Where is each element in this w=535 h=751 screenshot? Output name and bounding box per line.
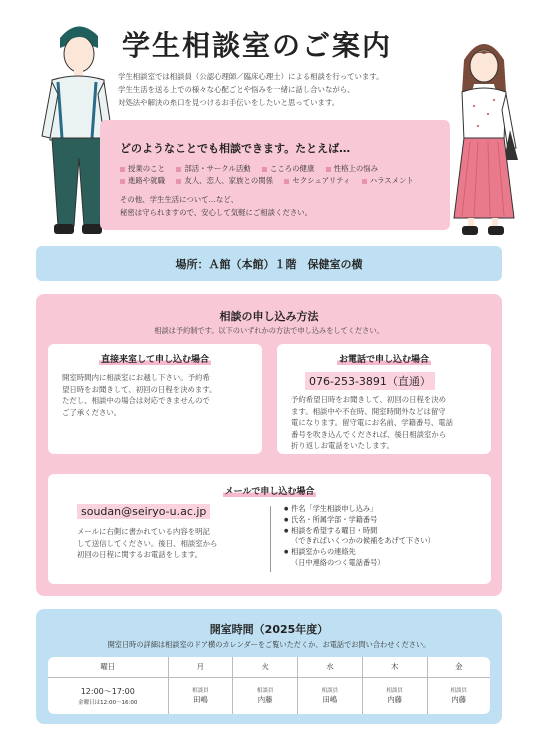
intro-text: 学生相談室では相談員（公認心理師／臨床心理士）による相談を行っています。 学生生活を送る上での様々な心配ごとや悩みを一緒に話し合いながら、 対処法や解決の糸口を見つけるお手伝いをしたいと思っています。 <box>118 72 384 107</box>
table-row <box>48 677 490 714</box>
day-header: 木 <box>362 657 427 677</box>
counselor-cell: 相談員 内藤 <box>427 677 490 714</box>
day-header: 月 <box>168 657 233 677</box>
mail-card <box>48 474 491 584</box>
day-header: 金 <box>427 657 490 677</box>
application-heading: 相談の申し込み方法 <box>219 310 319 323</box>
phone-body: 予約希望日時をお聞きして、初回の日程を決め ます。相談中や不在時、開室時間外などは留守 電になります。留守電にお名前、学籍番号、電話 番号を吹き込んでくだされば、後日相談室から 折り返しお電話をいたします。 <box>291 395 454 450</box>
counselor-cell: 相談員 田嶋 <box>298 677 363 714</box>
day-header: 火 <box>233 657 298 677</box>
list-item: ● 氏名・所属学部・学籍番号 <box>284 515 435 526</box>
topic-tags <box>120 163 440 187</box>
topics-heading: どのようなことでも相談できます。たとえば… <box>120 142 351 155</box>
mail-body: メールに右側に書かれている内容を明記 して送信してください。後日、相談室から 初回の日程に関するお電話をします。 <box>77 527 218 559</box>
day-header: 水 <box>298 657 363 677</box>
topic-tag: 進路や就職 <box>120 175 165 187</box>
list-item: ● 件名「学生相談申し込み」 <box>284 504 435 515</box>
female-student-illustration <box>448 30 520 240</box>
mail-divider <box>270 506 271 572</box>
topic-tag: 友人、恋人、家族との関係 <box>176 175 273 187</box>
topic-tag: ハラスメント <box>362 175 414 187</box>
visit-heading: 直接来室して申し込む場合 <box>100 355 209 365</box>
counselor-cell: 相談員 内藤 <box>362 677 427 714</box>
phone-heading: お電話で申し込む場合 <box>338 355 429 365</box>
email-address[interactable]: soudan@seiryo-u.ac.jp <box>77 504 210 519</box>
visit-body: 開室時間内に相談室にお越し下さい。予約希 望日時をお聞きして、初回の日程を決めます。 ただし、相談中の場合は対応できませんので ご了承ください。 <box>62 373 217 417</box>
topic-tag: 部活・サークル活動 <box>176 163 250 175</box>
topic-tag: セクシュアリティ <box>284 175 350 187</box>
application-section <box>36 294 502 596</box>
application-subtitle: 相談は予約制です。以下のいずれかの方法で申し込みをしてください。 <box>154 326 384 335</box>
topic-tag: こころの健康 <box>262 163 314 175</box>
hours-subtitle: 開室日時の詳細は相談室のドア横のカレンダーをご覧いただくか、お電話でお問い合わせください。 <box>107 640 431 649</box>
counselor-cell: 相談員 田嶋 <box>168 677 233 714</box>
location-banner: 場所：Ａ館（本館）１階 保健室の横 <box>36 246 502 281</box>
opening-hours-section <box>36 609 502 724</box>
schedule-table <box>48 657 490 714</box>
weekday-header: 曜日 <box>48 657 168 677</box>
table-header-row <box>48 657 490 677</box>
counselor-cell: 相談員 内藤 <box>233 677 298 714</box>
mail-required-items <box>284 504 435 569</box>
topics-note: その他、学生生活について…など、 秘密は守られますので、安心して気軽にご相談ください。 <box>120 195 313 217</box>
mail-heading: メールで申し込む場合 <box>224 487 315 497</box>
page-title: 学生相談室のご案内 <box>122 29 393 62</box>
time-cell: 12:00〜17:00 金曜日は12:00〜16:00 <box>78 686 138 706</box>
phone-card <box>277 344 491 454</box>
topic-tag: 性格上の悩み <box>326 163 378 175</box>
topic-tag: 授業のこと <box>120 163 165 175</box>
list-item: ● 相談室からの連絡先 （日中連絡のつく電話番号） <box>284 547 435 569</box>
hours-heading: 開室時間（2025年度） <box>209 623 329 636</box>
list-item: ● 相談を希望する曜日・時間 （できればいくつかの候補をあげて下さい） <box>284 526 435 548</box>
visit-card <box>48 344 262 454</box>
phone-number[interactable]: 076-253-3891（直通） <box>305 372 435 390</box>
